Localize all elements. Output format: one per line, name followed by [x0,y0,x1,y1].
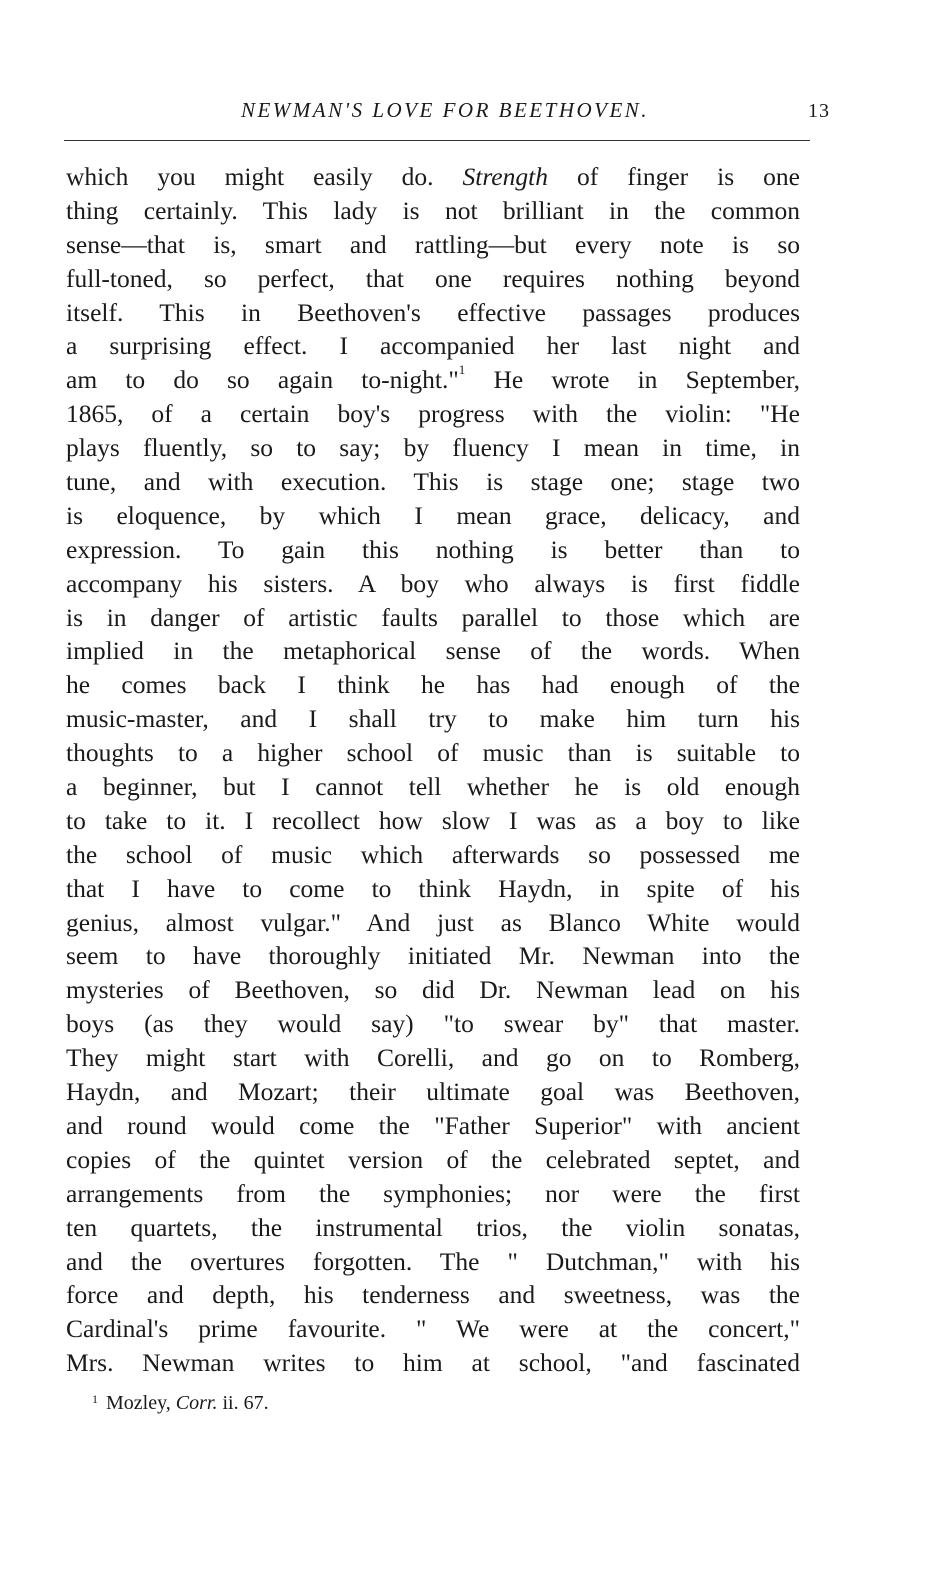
line-text: is eloquence, by which I mean grace, delicacy, and [66,500,800,530]
text-line [66,634,800,668]
header-rule [64,140,810,141]
line-text: thoughts to a higher school of music than is suitable to [66,738,800,768]
text-line [66,1177,800,1211]
text-line [66,431,800,465]
text-line [66,160,800,194]
text-line [66,329,800,363]
footnote-work-title: Corr. [175,1392,218,1414]
text-line [66,1211,800,1245]
text-line [66,1346,800,1380]
text-line [66,601,800,635]
text-line [66,194,800,228]
line-text: accompany his sisters. A boy who always is first fiddle [66,568,800,598]
line-text: sense—that is, smart and rattling—but every note is so [66,229,800,259]
text-line [66,465,800,499]
line-text: Haydn, and Mozart; their ultimate goal was Beethoven, [66,1077,800,1107]
text-line [66,499,800,533]
line-text: mysteries of Beethoven, so did Dr. Newman lead on his [66,975,800,1005]
line-text: is in danger of artistic faults parallel to those which are [66,602,800,632]
text-line [66,567,800,601]
text-line [66,1278,800,1312]
line-text: thing certainly. This lady is not brilliant in the common [66,195,800,225]
line-text: tune, and with execution. This is stage one; stage two [66,467,800,497]
line-text: genius, almost vulgar." And just as Blanco White would [66,907,800,937]
line-text: He wrote in September, [465,365,800,395]
text-line [66,702,800,736]
text-line [66,397,800,431]
line-text: They might start with Corelli, and go on to Romberg, [66,1043,800,1073]
text-line [66,1245,800,1279]
footnote-number: 1 [92,1392,98,1406]
text-line [66,533,800,567]
page-number: 13 [808,100,830,122]
text-line [66,736,800,770]
line-text: of finger is one [547,162,800,191]
text-line [66,262,800,296]
line-text: a surprising effect. I accompanied her last night and [66,331,800,361]
line-text: implied in the metaphorical sense of the words. When [66,636,800,666]
text-line [66,1075,800,1109]
footnote-source: Mozley, [106,1392,176,1414]
line-text: and the overtures forgotten. The " Dutchman," with his [66,1246,800,1276]
text-line [66,668,800,702]
line-text: 1865, of a certain boy's progress with the violin: "He [66,399,800,429]
text-line [66,1312,800,1346]
text-line [66,1109,800,1143]
text-line [66,363,800,397]
line-text: and round would come the "Father Superior" with ancient [66,1110,800,1140]
line-text: plays fluently, so to say; by fluency I mean in time, in [66,433,800,463]
body-text [66,160,800,1380]
line-text: force and depth, his tenderness and sweetness, was the [66,1280,800,1310]
text-line [66,1007,800,1041]
line-text: that I have to come to think Haydn, in spite of his [66,873,800,903]
line-text: expression. To gain this nothing is better than to [66,534,800,564]
line-text: itself. This in Beethoven's effective passages produces [66,297,800,327]
line-text: the school of music which afterwards so possessed me [66,839,800,869]
text-line [66,770,800,804]
footnote [92,1392,269,1415]
line-text: ten quartets, the instrumental trios, the violin sonatas, [66,1212,800,1242]
text-line [66,804,800,838]
text-line [66,906,800,940]
line-text: am to do so again to-night." [66,365,459,395]
line-text: Mrs. Newman writes to him at school, "and fascinated [66,1348,800,1378]
page-header [60,98,830,132]
line-text: seem to have thoroughly initiated Mr. Newman into the [66,941,800,971]
line-text: full-toned, so perfect, that one requires nothing beyond [66,263,800,293]
line-text: which you might easily do. [66,162,463,191]
text-line [66,872,800,906]
text-line [66,228,800,262]
line-text: to take to it. I recollect how slow I was as a boy to like [66,805,800,835]
footnote-reference: ii. 67. [217,1392,269,1414]
line-text: copies of the quintet version of the celebrated septet, and [66,1144,800,1174]
footnote-reference-marker: 1 [458,362,466,378]
line-text: Cardinal's prime favourite. " We were at the concert," [66,1314,800,1344]
text-line [66,1143,800,1177]
text-line [66,838,800,872]
text-line [66,973,800,1007]
emphasized-word: Strength [462,162,548,191]
text-line [66,296,800,330]
line-text: he comes back I think he has had enough of the [66,670,800,700]
text-line [66,1041,800,1075]
line-text: a beginner, but I cannot tell whether he is old enough [66,772,800,802]
running-title: NEWMAN'S LOVE FOR BEETHOVEN. [240,98,650,122]
line-text: boys (as they would say) "to swear by" that master. [66,1009,800,1039]
line-text: music-master, and I shall try to make him turn his [66,704,800,734]
text-line [66,939,800,973]
line-text: arrangements from the symphonies; nor were the first [66,1178,800,1208]
